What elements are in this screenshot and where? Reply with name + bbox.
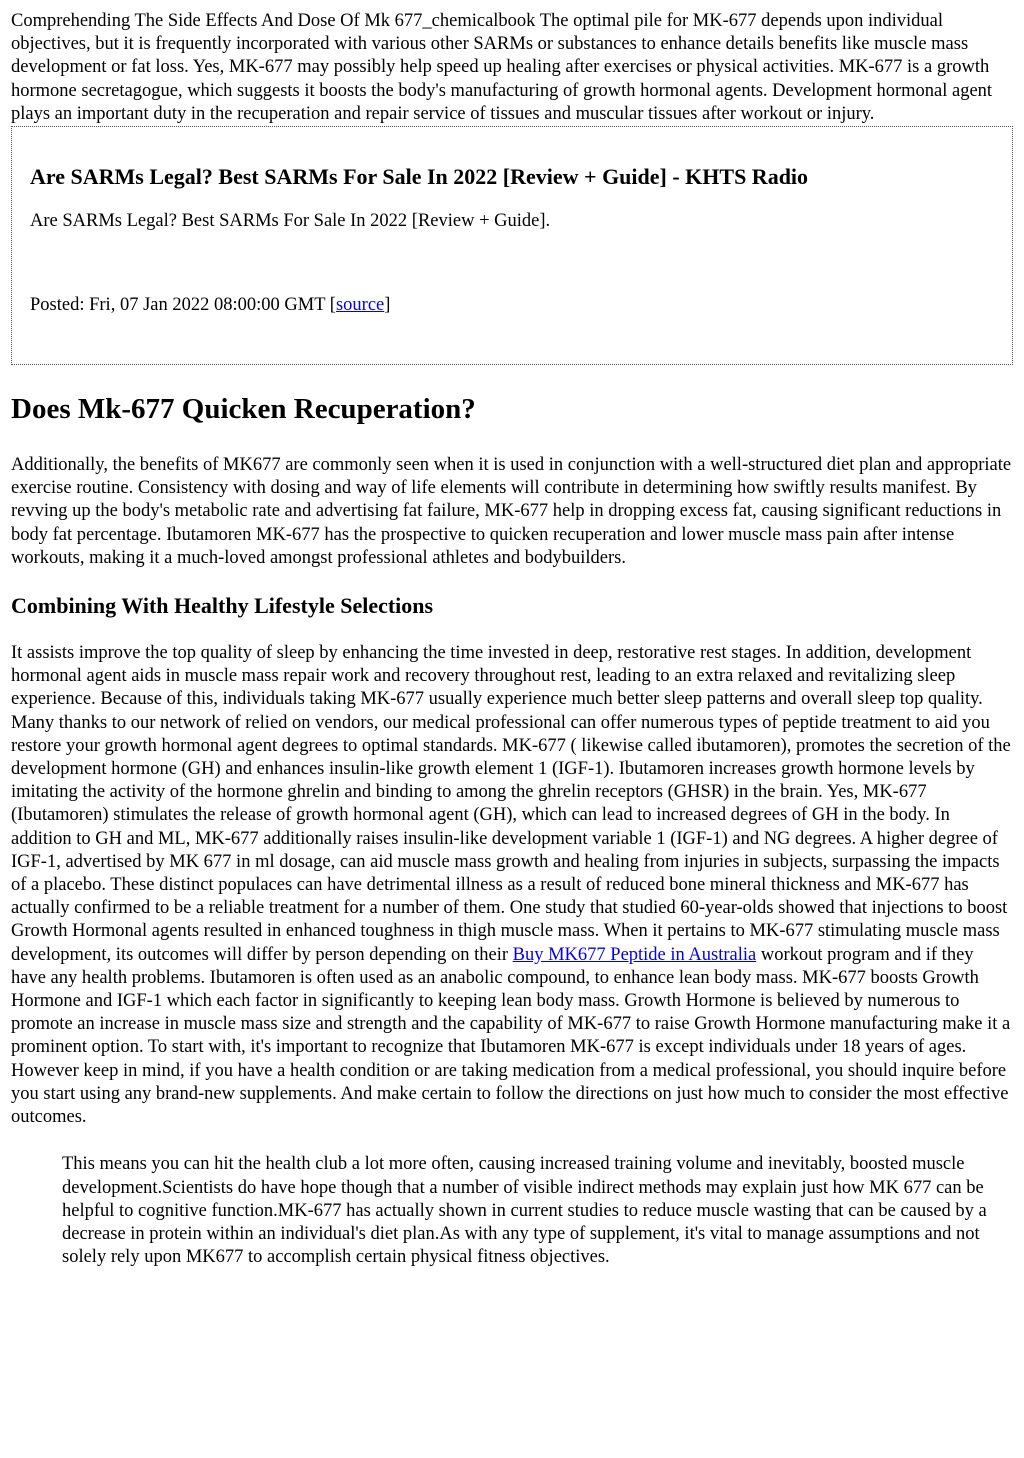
- intro-paragraph: Comprehending The Side Effects And Dose Of Mk 677_chemicalbook The optimal pile for MK-677 depends upon individual objectives, but it is frequently incorporated with various other SARMs or substances to enhance details benefits like muscle mass development or fat loss. Yes, MK-677 may possibly help speed up healing after exercises or physical activities. MK-677 is a growth hormone secretagogue, which suggests it boosts the body's manufacturing of growth hormonal agents. Development hormonal agent plays an important duty in the recuperation and repair service of tissues and muscular tissues after workout or injury.: [11, 11, 993, 124]
- section-paragraph-recuperation: Additionally, the benefits of MK677 are commonly seen when it is used in conjunction with a well-structured diet plan and appropriate exercise routine. Consistency with dosing and way of life elements will contribute in determining how swiftly results manifest. By revving up the body's metabolic rate and advertising fat failure, MK-677 help in dropping excess fat, causing significant reductions in body fat percentage. Ibutamoren MK-677 has the prospective to quicken recuperation and lower muscle mass pain after intense workouts, making it a much-loved amongst professional athletes and bodybuilders.: [11, 455, 1012, 568]
- paragraph-text-before-link: It assists improve the top quality of sleep by enhancing the time invested in deep, restorative rest stages. In addition, development hormonal agent aids in muscle mass repair work and recovery throughout rest, leading to an extra relaxed and revitalizing sleep experience. Because of this, individuals taking MK-677 usually experience much better sleep patterns and overall sleep top quality. Many thanks to our network of relied on vendors, our medical professional can offer numerous types of peptide treatment to aid you restore your growth hormonal agent degrees to optimal standards. MK-677 ( likewise called ibutamoren), promotes the secretion of the development hormone (GH) and enhances insulin-like growth element 1 (IGF-1). Ibutamoren increases growth hormone levels by imitating the activity of the hormone ghrelin and binding to among the ghrelin receptors (GHSR) in the brain. Yes, MK-677 (Ibutamoren) stimulates the release of growth hormonal agent (GH), which can lead to increased degrees of GH in the body. In addition to GH and ML, MK-677 additionally raises insulin-like development variable 1 (IGF-1) and NG degrees. A higher degree of IGF-1, advertised by MK 677 in ml dosage, can aid muscle mass growth and healing from injuries in subjects, surpassing the impacts of a placebo. These distinct populaces can have detrimental illness as a result of reduced bone mineral thickness and MK-677 has actually confirmed to be a reliable treatment for a number of them. One study that studied 60-year-olds showed that injections to boost Growth Hormonal agents resulted in enhanced toughness in thigh muscle mass. When it pertains to MK-677 stimulating muscle mass development, its outcomes will differ by person depending on their: [11, 643, 1011, 965]
- posted-suffix: ]: [384, 295, 391, 316]
- document-page: [0, 10, 1024, 1269]
- section-paragraph-lifestyle: [11, 642, 1013, 1129]
- buy-mk677-link[interactable]: Buy MK677 Peptide in Australia: [512, 944, 757, 965]
- source-link[interactable]: source: [335, 295, 385, 316]
- paragraph-text-after-link: workout program and if they have any health problems. Ibutamoren is often used as an anabolic compound, to enhance lean body mass. MK-677 boosts Growth Hormone and IGF-1 which each factor in significantly to keeping lean body mass. Growth Hormone is believed by numerous to promote an increase in muscle mass size and strength and the capability of MK-677 to raise Growth Hormone manufacturing make it a prominent option. To start with, it's important to recognize that Ibutamoren MK-677 is except individuals under 18 years of ages. However keep in mind, if you have a health condition or are taking medication from a medical professional, you should inquire before you start using any brand-new supplements. And make certain to follow the directions on just how much to consider the most effective outcomes.: [11, 944, 1011, 1128]
- section-heading-lifestyle: Combining With Healthy Lifestyle Selections: [11, 593, 434, 619]
- news-posted-line: [30, 294, 994, 317]
- quote-block: This means you can hit the health club a lot more often, causing increased training volume and inevitably, boosted muscle development.Scientists do have hope though that a number of visible indirect methods may explain just how MK 677 can be helpful to cognitive function.MK-677 has actually shown in current studies to reduce muscle wasting that can be caused by a decrease in protein within an individual's diet plan.As with any type of supplement, it's vital to manage assumptions and not solely rely upon MK677 to accomplish certain physical fitness objectives.: [62, 1154, 987, 1268]
- section-heading-recuperation: Does Mk-677 Quicken Recuperation?: [11, 393, 476, 426]
- news-summary: Are SARMs Legal? Best SARMs For Sale In 2022 [Review + Guide].: [30, 211, 551, 232]
- news-title: Are SARMs Legal? Best SARMs For Sale In 2022 [Review + Guide] - KHTS Radio: [30, 164, 809, 190]
- posted-date: Posted: Fri, 07 Jan 2022 08:00:00 GMT [: [30, 295, 336, 316]
- news-excerpt-box: [11, 126, 1013, 365]
